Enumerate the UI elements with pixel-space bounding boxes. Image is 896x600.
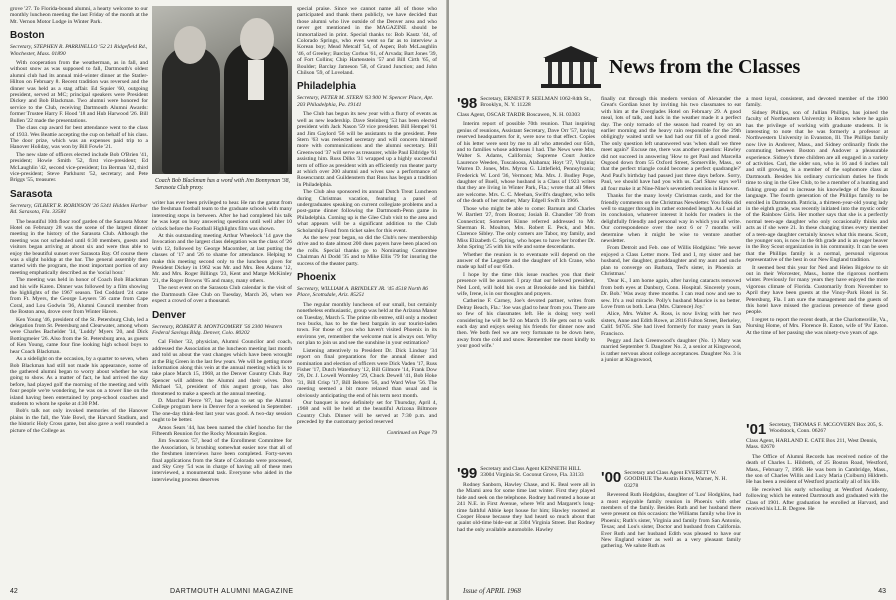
coach-photo — [152, 6, 292, 174]
section-secretary-philadelphia: Secretary, PETER M. STERN '63 900 W. Spencer Place, Apt. 203 Philadelphia, Pa. 19141 — [297, 95, 434, 108]
paragraph: He received his early schooling at Westford Academy, following which he entered Dartmouth and graduated with the Class of 1901. After graduation he enrolled at Harvard, and received his LL.B. Degree. He — [746, 486, 888, 513]
paragraph: Listening attentively to President Dr. Dick Lindsay '34 report on final preparations for the annual dinner and nomination and election of officers were Dick Vaden '17, Russ Fisher '17, Dutch Waterbury '12, Bill Gilmore '14, Frank Dow '26, Dr. J. Lowell Wormley '29, Chuck Dewell '41, Bob Hoke '31, Bill Crisp '17, Bill Behren '56, and Ward Wise '56. The meeting seemed a bit more relaxed than usual and is obviously anticipating the end of his term next month. — [297, 347, 437, 399]
right-page — [449, 0, 896, 600]
paragraph: From Detroit and Feb. one of Willis Hodgkins: 'We never enjoyed a Class Letter more. Ted and I, my sister and her husband, her daughter, granddaughter and my aunt and uncle plan to converge on Barbara, Ted's sister, in Phoenix at Christmas.' — [601, 245, 741, 277]
left-page — [0, 0, 447, 600]
photo-head-left — [174, 26, 206, 64]
paragraph: The class cup award for best attendance went to the class of 1933. Wes Beattie accepting the cup on behalf of his class. The door prize, which was an expenses paid trip to a Hanover Holiday, was won by Bill Fowle '21. — [10, 125, 148, 151]
right-column-2 — [601, 96, 741, 466]
paragraph: Our banquet is now definitely set for Thursday, April 4, 1968 and will be held at the beautiful Arizona Biltmore Country Club. Dinner will be served at 7:30 p.m. and preceded by the customary period reserved — [297, 399, 437, 426]
intro-paragraph: grove '27. To Florida-bound alumni, a hearty welcome to our monthly luncheon meeting the last Friday of the month at the Mt. Vernon Motor Lodge in Winter Park. — [10, 6, 148, 25]
right-column-3 — [746, 96, 888, 418]
class-year-00: '00 — [601, 470, 622, 486]
section-title-denver: Denver — [152, 309, 186, 321]
paragraph: Alice, Mrs. Walter A. Ross, is now living with her two sisters, Anne and Edith Rowe, at 2816 Fulton Street, Berkeley, Calif. 94705. She had lived formerly for many years in San Francisco. — [601, 311, 741, 337]
paragraph: The Club has begun its new year with a flurry of events as well as new leadership. Dave Steinberg '53 has been elected president with Jack Nason '59 vice president. Bill Hempel '61 and Jim Gaylord '56 will be assistants to the president. Pete Stern '63 was reelected secretary and will concern himself more with communications and the alumni secretary. Bill Greenwood '37 will serve as treasurer, while Paul Eldridge '61 assisting him. Russ Dilks '31 wrapped up a highly successful term of office as president with an efficiently run theater party at which over 200 alumni and wives saw a performance of Rosencrantz and Guildenstern that Russ has begun a tradition in Philadelphia. — [297, 111, 437, 188]
class-secretary-98: Secretary, ERNEST P. SEELMAN 1062-84th St., Brooklyn, N. Y. 11228 — [480, 96, 592, 109]
paragraph: Thanks for the many lovely Christmas cards, and for the friendly comments on the Christmas Newsletter. You folks did well to stagger through its rather extended length. As I said at its conclusion, whatever interest it holds for readers is the delightfully friendly and personal way in which you all write. Our correspondence over the next 6 or 7 months will determine when it might be wise to venture another newsletter. — [601, 193, 741, 244]
paragraph: finally cut through this modern version of Alexander the Great's Gordian knot by inviting his two classmates to eat with him at the Everglades Hotel on February 29. A good meal, lots of talk, and luck in the weather made it a perfect day. The only tornado of the season had roared by on an earlier morning and the heavy rain responsible for the 29th obligingly waited until we had had our fill of a good meal. The only question left unanswered was 'when shall we three meet again?' Excuse me, there was another question: Hawley did not succeed in answering 'How to get Paul and Marcella Osgood down from 55 Oxford Street, Somerville, Mass., so that the perfect triangle could become a perfect quadrangle?' And Paul's birthday had passed just three days before. Sorry, Paul, we should have had you with us. Carl Shaw says we'll all four make it at Nine-Nine's seventieth reunion in Hanover. — [601, 96, 741, 192]
paragraph: writer has ever been privileged to hear. He ran the gamut from the freshman football team to the graduate schools with many interesting stops in between. After he had completed his talk he was kept on busy answering questions until well after 10 o'clock before the Football Highlights film was shown. — [152, 200, 292, 232]
issue-date: Issue of APRIL 1968 — [463, 587, 521, 595]
paragraph: Reverend Ruth Hodgkins, daughter of 'Lou' Hodgkins, had a most enjoyable family reunion in Phoenix with other members of the family. Besides Ruth and her husband there were present on this occasion: the Williams family who live in Phoenix; Ruth's sister, Virginia and family from San Antonio, Texas; and Lou's sister, Doctor and husband from California. Ever Ruth and her husband Edith was pleased to have our New England winter as well as a very pleasant family gathering. We salute Ruth as — [601, 492, 741, 550]
paragraph: Cal Fisher '32, physician, Alumni Councilor and coach, addressed the Association at the luncheon meeting last month and told us about the vast changes which have been wrought at the Big Green in the last few years. We will be getting more information along this vein at the annual meeting which is to take place March 15, 1968, at the Denver Country Club. Ray Spencer will address the Alumni and their wives. Don Michael '53, president of this august group, has also threatened to make a speech at the annual meeting. — [152, 339, 292, 397]
paragraph: Amos Sears '44, has been named the chief honcho for the Fifteenth Reunion for the Rocky Mountain Region. — [152, 424, 292, 437]
class-year-01: '01 — [746, 422, 767, 438]
paragraph: Those who might be able to come: Barnum and Charles W. Bartlett '27, from Boston; Josiah B. Chandler '30 from Connecticut; Somerset Kinne referred addressed to Mr. Sherman R. Moulton, Mrs. Robert E. Peck, and Mrs. Clarence Sibley. The only comers are Tabor, my family, and Miss Elizabeth C. Spring, who hopes to have her brother Dr. John Spring '25 with his wife and some descendants. — [457, 205, 595, 251]
photo-figure-left — [162, 46, 220, 174]
continued-note: Continued on Page 79 — [386, 429, 437, 436]
right-column-2-bottom — [601, 470, 741, 580]
paragraph: a most loyal, consistent, and devoted member of the 1900 family. — [746, 96, 888, 109]
paragraph: Rodney Sanborn, Hawley Chase, and K. Beal were all in the Miami area for some time last winter. First they played hide and seek on the telephone. Rodney had rented a house at 241 N.E. in First Avenue, where Wit and Margaret's long-time faithful Abbie kept house for him; Hawley roomed at Cooper House because they had heard so much about that quaint old-time bide-out at 3304 Virginia Street. But Rodney had the only available automobile. Hawley — [457, 482, 595, 533]
paragraph: I hope by the time this issue reaches you that their presence will be assured. I pray that our beloved president, Ned Lord, will hold his own at Brookside and his faithful wife, Irene, is in our thoughts and prayers. — [457, 271, 595, 297]
photo-caption: Coach Bob Blackman has a word with Jim Bonnyman '38, Sarasota Club prexy. — [155, 178, 290, 191]
class-secretary-99: Secretary and Class Agent KENNETH HILL 33004 Virginia St. Coconut Grove, Fla. 33133 — [480, 466, 584, 479]
paragraph: It seemed best this year for Ned and Helen Bigelow to sit out in their Worcester, Mass., home the rigorous northern winter. Previously for many years they have enjoyed the more vigorous climate of Florida. Customarily from November to April they have been guests at the Vinoy-Park Hotel in St. Petersburg, Fla. I am sure the management and the guests of this hotel have missed the gracious presence of these good people. — [746, 264, 888, 316]
paragraph: Catherine F. Carney, Joe's devoted partner, writes from Delray Beach, Fla.: 'Joe was glad to hear from you. There are so few of his classmates left. He is doing very well considering he will be 92 on March 19. He gets out to walk each day and enjoys seeing his friends for dinner now and then. We both feel we are very fortunate to be down here, away from the cold and snow. Remember me most kindly to your good wife.' — [457, 298, 595, 350]
magazine-name: DARTMOUTH ALUMNI MAGAZINE — [170, 588, 294, 595]
section-secretary-boston: Secretary, STEPHEN R. PARRINELLO '52 21 Ridgefield Rd., Winchester, Mass. 01890 — [10, 44, 148, 57]
right-column-1-bottom — [457, 466, 595, 580]
paragraph: As the new year began, so did the Club's new membership drive and to date almost 200 dues payers have been placed on the rolls. Special thanks go to Nominating Committee Chairman Al Dodd '35 and to Mike Ellis '79 for insuring the success of the theater party. — [297, 235, 437, 267]
paragraph: D. Marchal Pierce '87, has begun to set up the Alumni College program here in Denver for a weekend in September. The one-day think-fest last year was good. A two-day session ought to be better. — [152, 397, 292, 424]
section-secretary-denver: Secretary, ROBERT R. MONTGOMERY '56 2300 Western Federal Savings Bldg. Denver, Colo. 80202 — [152, 323, 283, 336]
paragraph: With cooperation from the weatherman, as in fall, and without snow as was supposed to fall, Dartmouth's oldest alumni club had its annual mid-winter dinner at the Statler-Hilton on February 8. Recent tradition was reversed and the dinner was held as a stag affair. Ed Squier '60, outgoing president, served at MC; principal speakers were President Dickey and Bob Blackman. Two alumni were honored for service to the Club, receiving Dartmouth Alumni Awards: former Trustee Harry F. Hood '18 and Hub Harwood '26. Bill Bullen '22 made the presentations. — [10, 60, 148, 124]
class-secretary-01: Secretary, THOMAS F. MCGOVERN Box 205, S. Woodstock, Conn. 06267 — [769, 422, 884, 435]
left-column-3 — [297, 6, 437, 580]
paragraph: The Office of Alumni Records has received notice of the death of Charles L. Hildreth, of 25 Boston Road, Westford, Mass., February 7, 1968. He was born in Cambridge, Mass., the son of Charles Willis and Lucy Maria (Colburn) Hildreth. He has been a resident of Westford practically all of his life. — [746, 453, 888, 486]
paragraph: Interim report of possible 70th reunion. That inspiring genius of reunions, Assistant Secretary, Dave Orr '57, having reserved headquarters for it, were now to that effect. Copies of his letter were sent by me to all who attended our 65th, and to families whose addresses I had. The News were Mrs. Walter S. Adams, California; Supreme Court Justice Laurence Weeden, Tuscaloosa, Alabama; Hoyt '37, Virginia; Warren D. Jones, Mrs. Myron G. Littlefield, Pennsylvania; Frederick W. Lord '36, Vermont; Ma. Mrs. J. Budley Pope, daughter of Buell, whose husband is a Class of 1923 writes that they are living in Winter Park, Fla.; wrote that all 98ers are welcome. Mrs. C. C. Meehan, Swift's daughter, who tells of the death of her mother, Mary Edgell Swift in 1966. — [457, 121, 595, 205]
paragraph: I regret to report the recent death, at the Charlottesville, Va., Nursing Home, of Mrs. Florence B. Eaton, wife of 'Pa' Eaton. At the time of her passing she was ninety-two years of age. — [746, 316, 888, 336]
paragraph: Whether the reunion is to eventuate will depend on the answer of the Leggette and the daughter of Ich Crane, who made up half of our 65th. — [457, 251, 595, 271]
section-title-philadelphia: Philadelphia — [297, 81, 356, 93]
paragraph: Peggy and Jack Greenwood's daughter (No. 1) Mary was married September 9. Daughter No. 2, a senior at Kingswood, is rather nervous about college acceptances. Daughter No. 3 is a junior at Kingswood, — [601, 338, 741, 364]
paragraph: The new slate of officers elected include Bob O'Brien '41, president; Howie Smith '52, first vice-president; Ed McLaughlin '42, second vice-president; Ira Berman '42, third vice-president; Steve Parkhurst '52, secretary; and Pete Briggs '55, treasurer. — [10, 151, 148, 184]
paragraph: At this outstanding meeting Arthur Wheelock '14 gave the Invocation and the largest class delegation was the class of '26 with 12, followed by George Macomber, at last putting the classes of '17 and '26 to shame for attendance. Helping to make this meeting second only to the luncheon given for President Dickey in 1962 was Mr. and Mrs. Ben Adams '12, Mr. and Mrs. Roger Billings '23, Kent and Marge McKinley '21, the Roger Browns '05 and many, many others. — [152, 233, 292, 284]
class-agent-01: Class Agent, HARLAND E. CATE Box 211, West Dennis, Mass. 02670 — [746, 438, 878, 451]
class-agent-98: Class Agent, OSCAR TARDR Boscawen, N. H. 03303 — [457, 112, 580, 118]
class-year-99: '99 — [457, 466, 478, 482]
right-page-number: 43 — [878, 588, 886, 595]
paragraph: special praise. Since we cannot name all of those who participated and thank them publicly, we have decided that those alumni who live outside of the Denver area and who never get mentioned in the MAGAZINE should be immortalized in print. Special thanks to: Bob Kautz '44, of Colorado Springs, who even went so far as to interview a Korean boy; Mead Metcalf '54, of Aspen; Bob McLaughlin '46, of Greeley; Barclay Corbus '61, of Arvada; Bart Jones '39, of Fort Collins; Chip Hartenstein '57 and Bill Cirth '65, of Boulder; Barclay Jameson '58, of Grand Junction; and John Chilson '59, of Loveland. — [297, 6, 437, 77]
class-secretary-00: Secretary and Class Agent EVERETT W. GOODHUE The Austin Home, Warner, N. H. 03278 — [624, 470, 727, 489]
photo-shirt — [248, 60, 264, 100]
section-title-phoenix: Phoenix — [297, 272, 336, 284]
paragraph: 'Dear K., I am home again, after having cataracts removed from both eyes at Danbury, Conn. Hospital. Sincerely yours, Dr. Bob.' Was away three months. I can read now and see to sew. It's a real miracle. Polly's husband Maurice is no better. Love from us both. Lena (Mrs. Clarence) Joy.' — [601, 278, 741, 310]
colonnade-icon — [539, 44, 603, 90]
paragraph: Jim Swanson '57, head of the Enrollment Committee for the Association, is brushing somewhat easier now that all of the freshmen interviews have been completed. Forty-seven final applications from the State of Colorado were processed, and Sky Grey '54 was in charge of having all of these men interviewed, a monumental task. Everyone who aided in the interviewing process deserves — [152, 438, 292, 483]
class-year-98: '98 — [457, 96, 478, 112]
paragraph: As a sidelight on the occasion, by a quarter to seven, when Bob Blackman had still not made his appearance, some of the gathered alumni began to worry about whether he was going to show. As a matter of fact, he had arrived the day before, had played golf the morning of the meeting and with four people we're wondering, he was on a tower line on the island having been entertained by prep-school coaches and students to whom he spoke at 4:30 P.M. — [10, 356, 148, 407]
section-secretary-sarasota: Secretary, GILBERT R. ROBINSON '26 5341 Hidden Harbor Rd. Sarasota, Fla. 33581 — [10, 202, 148, 216]
left-column-1 — [10, 6, 148, 580]
paragraph: Bob's talk not only invoked memories of the Hanover plains in the fall, the Yale Bowl, the Harvard Stadium, and the historic Holy Cross game, but also gave a well rounded a picture of the College as — [10, 408, 148, 434]
left-page-number: 42 — [10, 588, 18, 595]
paragraph: The regular monthly luncheon of our small, but certainly nonetheless enthusiastic, group was held at the Arizona Manor on Tuesday, March 5. The prime rib entree, still only a modest two bucks, has to be the best bargain in our tourist-laden town. For those of you who haven't visited Phoenix in its environs yet, remember the welcome mat is always out. Why not plan to join us and see the sunshine in your estimation? — [297, 301, 437, 347]
left-column-2 — [152, 200, 292, 580]
paragraph: Sidney Phillips, son of Jullian Phillips, has joined the faculty of Northeastern University in Boston where he again has the privilege of working with graduate students. It is interesting to note that he was formerly a professor at Northwestern University in Evanston, Ill. The Phillips family now live in Andover, Mass., and Sidney ordinarily finds the commuting between Boston and Andover a pleasurable experience. Sidney's three children are all engaged in a variety of activities. Carl, the older son, who is 16 and 6 inches tall and still growing, is a member of the sophomore class at Dartmouth. Besides his ordinary curriculum duties he finds time to sing in the Glee Club, to be a member of a hunting and fishing group and to increase his knowledge of the Russian language. The fourth generation of the Phillips family to be enrolled in Dartmouth. Patricia, a thirteen-year-old young lady in the eighth grade, was recently initiated into the mystic order of the Rainbow Girls. Her mother says that she is a perfectly normal teen-age daughter who only occasionally thinks and acts as if she were 21. In these changing times every member of a teen-age daughter certainly knows what this means. Scott, the younger son, is now in the 6th grade and is an eager beaver in the Boy Scout organization in his community. It can be seen that the Phillips family is a normal, personal vigorous representative of the best in our New England tradition. — [746, 109, 888, 264]
paragraph: The Club also sponsored its annual Dutch Treat Luncheon during Christmas vacation, featuring a panel of undergraduates speaking on current collegiate problems and a post-game dinner following the Dartmouth-Penn game in Philadelphia. Coming up is the Glee Club visit to the area and what appears will be a significant addition to the Club Scholarship Fund from ticket sales for this event. — [297, 189, 437, 234]
paragraph: The meeting was held in honor of Coach Bob Blackman and his wife Karen. Dinner was followed by a film showing the highlights of the 1967 season. Ted Coddard '24 came from Ft. Myers, the George Leysers '36 came from Cape Coral, and Lou Godwin '36, Alumni Council member from the Boston area, drove over from Winter Haven. — [10, 277, 148, 316]
section-banner: News from the Classes — [609, 56, 801, 78]
section-title-boston: Boston — [10, 30, 45, 42]
right-column-3-bottom — [746, 422, 888, 580]
paragraph: Ken Young '46, president of the St. Petersburg Club, led a delegation from St. Petersburg and Clearwater, among whom were Charles Bachelder '14, 'Luddy' Myers '20, and Dick Bottingmeier '26. Also from the St. Petersburg area, as guests of Ken Young, came four fine looking high school boys to hear Coach Blackman. — [10, 316, 148, 355]
section-secretary-phoenix: Secretary, WILLIAM A. BRINDLEY JR. '45 4518 North 86 Place, Scottsdale, Ariz. 85251 — [297, 286, 428, 299]
section-title-sarasota: Sarasota — [10, 188, 53, 200]
photo-head-right — [240, 18, 274, 60]
paragraph: The next event on the Sarasota Club calendar is the visit of the Dartmouth Glee Club on Tuesday, March 26, when we expect a crowd of over a thousand. — [152, 285, 292, 305]
paragraph: The beautiful 10th floor roof garden of the Sarasota Motor Hotel on February 28 was the scene of the largest dinner meeting in the history of the Sarasota Club. Although the meeting was not scheduled until 6:30 members, guests and visitors began arriving at about six and were thus able to enjoy the beautiful sunset over Sarasota Bay. Of course there was a slight holdup at the bar. The general assembly then started with the program, the most important portion of any meeting emphatically described as the 'social hour.' — [10, 218, 148, 276]
